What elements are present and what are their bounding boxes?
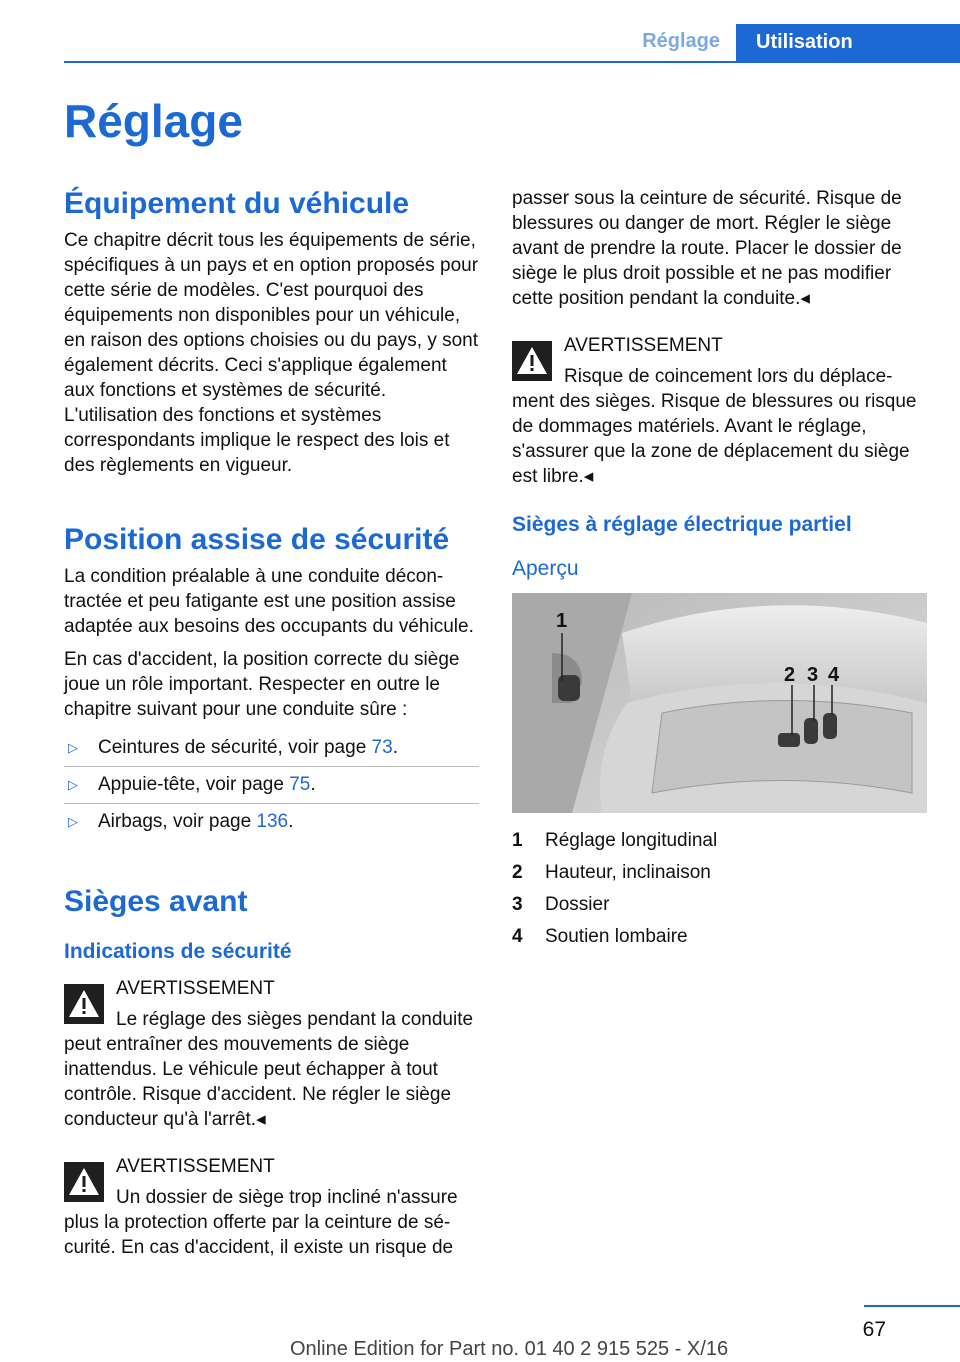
legend-label: Dossier: [545, 894, 610, 915]
legend-number: 4: [512, 926, 523, 947]
warning-icon: [512, 341, 552, 381]
warning-text: Un dossier de siège trop incliné n'assure plus la protection offerte par la ceinture de sécurité. En cas d'accident, il existe un risque de: [64, 1187, 458, 1258]
electric-seats-title: Sièges à réglage électrique partiel: [512, 513, 852, 536]
warning-block: [64, 976, 479, 1132]
left-column: [64, 186, 479, 1282]
header-tab-chapter[interactable]: Utilisation: [736, 24, 960, 62]
figure-callout-2: 2: [784, 664, 796, 686]
list-item: ▷ Airbags, voir page 136.: [64, 804, 479, 840]
list-item: ▷ Ceintures de sécurité, voir page 73.: [64, 730, 479, 767]
section-title-seating: Position assise de sécurité: [64, 523, 450, 556]
warning-block: [512, 333, 927, 489]
warning-text: Le réglage des sièges pendant la conduite peut entraîner des mouvements de siège inattendus. Le véhicule peut échapper à tout contrôle. Risque d'accident. Ne régler le siège conducteur qu'à l'arrêt.◂: [64, 1009, 474, 1130]
seating-paragraph-1: La condition préalable à une conduite décontractée et peu fatigante est une position assise adaptée aux besoins des occupants du véhicule.: [64, 566, 474, 637]
warning-heading: AVERTISSEMENT: [564, 335, 723, 356]
legend-number: 1: [512, 830, 523, 851]
warning-block: [64, 1154, 479, 1260]
seat-controls-illustration: [512, 593, 927, 813]
legend-label: Hauteur, inclinaison: [545, 862, 711, 883]
page-link[interactable]: 136: [256, 811, 289, 832]
triangle-bullet-icon: ▷: [68, 740, 78, 755]
legend-label: Soutien lombaire: [545, 926, 688, 947]
legend-label: Réglage longitudinal: [545, 830, 718, 851]
warning-continued-text: passer sous la ceinture de sécurité. Risque de blessures ou danger de mort. Régler le siège avant de prendre la route. Placer le dossier de siège le plus droit possible et ne pas modifier cette position pendant la conduite.◂: [512, 188, 902, 309]
page-header: [0, 24, 960, 62]
warning-icon: [64, 984, 104, 1024]
section-title-equipment: Équipement du véhicule: [64, 187, 410, 220]
header-tab-section[interactable]: Réglage: [642, 30, 720, 52]
triangle-bullet-icon: ▷: [68, 777, 78, 792]
figure-legend: [512, 825, 927, 953]
right-column: [512, 186, 927, 953]
warning-text: Risque de coincement lors du déplacement des sièges. Risque de blessures ou risque de dommages matériels. Avant le réglage, s'assurer que la zone de déplacement du siège est libre.◂: [512, 366, 917, 487]
warning-heading: AVERTISSEMENT: [116, 978, 275, 999]
header-rule: [64, 61, 960, 63]
legend-item: [512, 889, 927, 921]
legend-item: [512, 857, 927, 889]
page-link[interactable]: 75: [289, 774, 311, 795]
section-body-equipment: Ce chapitre décrit tous les équipements de série, spécifiques à un pays et en option proposés pour cette série de modèles. C'est pourquoi des équipements non disponibles pour un véhicule, en raison des options choisies ou du pays, y sont également décrits. Ceci s'applique également aux fonctions et systèmes de sécurité. L'utilisation des fonctions et systèmes correspondants implique le respect des lois et des règlements en vigueur.: [64, 230, 479, 476]
edition-footer: Online Edition for Part no. 01 40 2 915 525 - X/16: [290, 1338, 729, 1360]
seat-controls-figure: [512, 593, 927, 813]
overview-title: Aperçu: [512, 557, 579, 580]
figure-callout-4: 4: [828, 664, 840, 686]
warning-icon: [64, 1162, 104, 1202]
figure-callout-1: 1: [556, 610, 568, 632]
footer-rule: [864, 1305, 960, 1307]
legend-item: [512, 921, 927, 953]
page-link[interactable]: 73: [371, 737, 393, 758]
warning-heading: AVERTISSEMENT: [116, 1156, 275, 1177]
safety-notes-title: Indications de sécurité: [64, 940, 292, 963]
list-item: ▷ Appuie-tête, voir page 75.: [64, 767, 479, 804]
seating-paragraph-2: En cas d'accident, la position correcte du siège joue un rôle important. Respecter en outre le chapitre suivant pour une conduite sûre :: [64, 649, 460, 720]
reference-list: [64, 730, 479, 840]
section-title-front-seats: Sièges avant: [64, 885, 248, 918]
legend-number: 3: [512, 894, 523, 915]
legend-number: 2: [512, 862, 523, 883]
page-title: Réglage: [64, 95, 243, 147]
legend-item: [512, 825, 927, 857]
triangle-bullet-icon: ▷: [68, 814, 78, 829]
figure-callout-3: 3: [807, 664, 819, 686]
page-number: 67: [862, 1318, 886, 1341]
